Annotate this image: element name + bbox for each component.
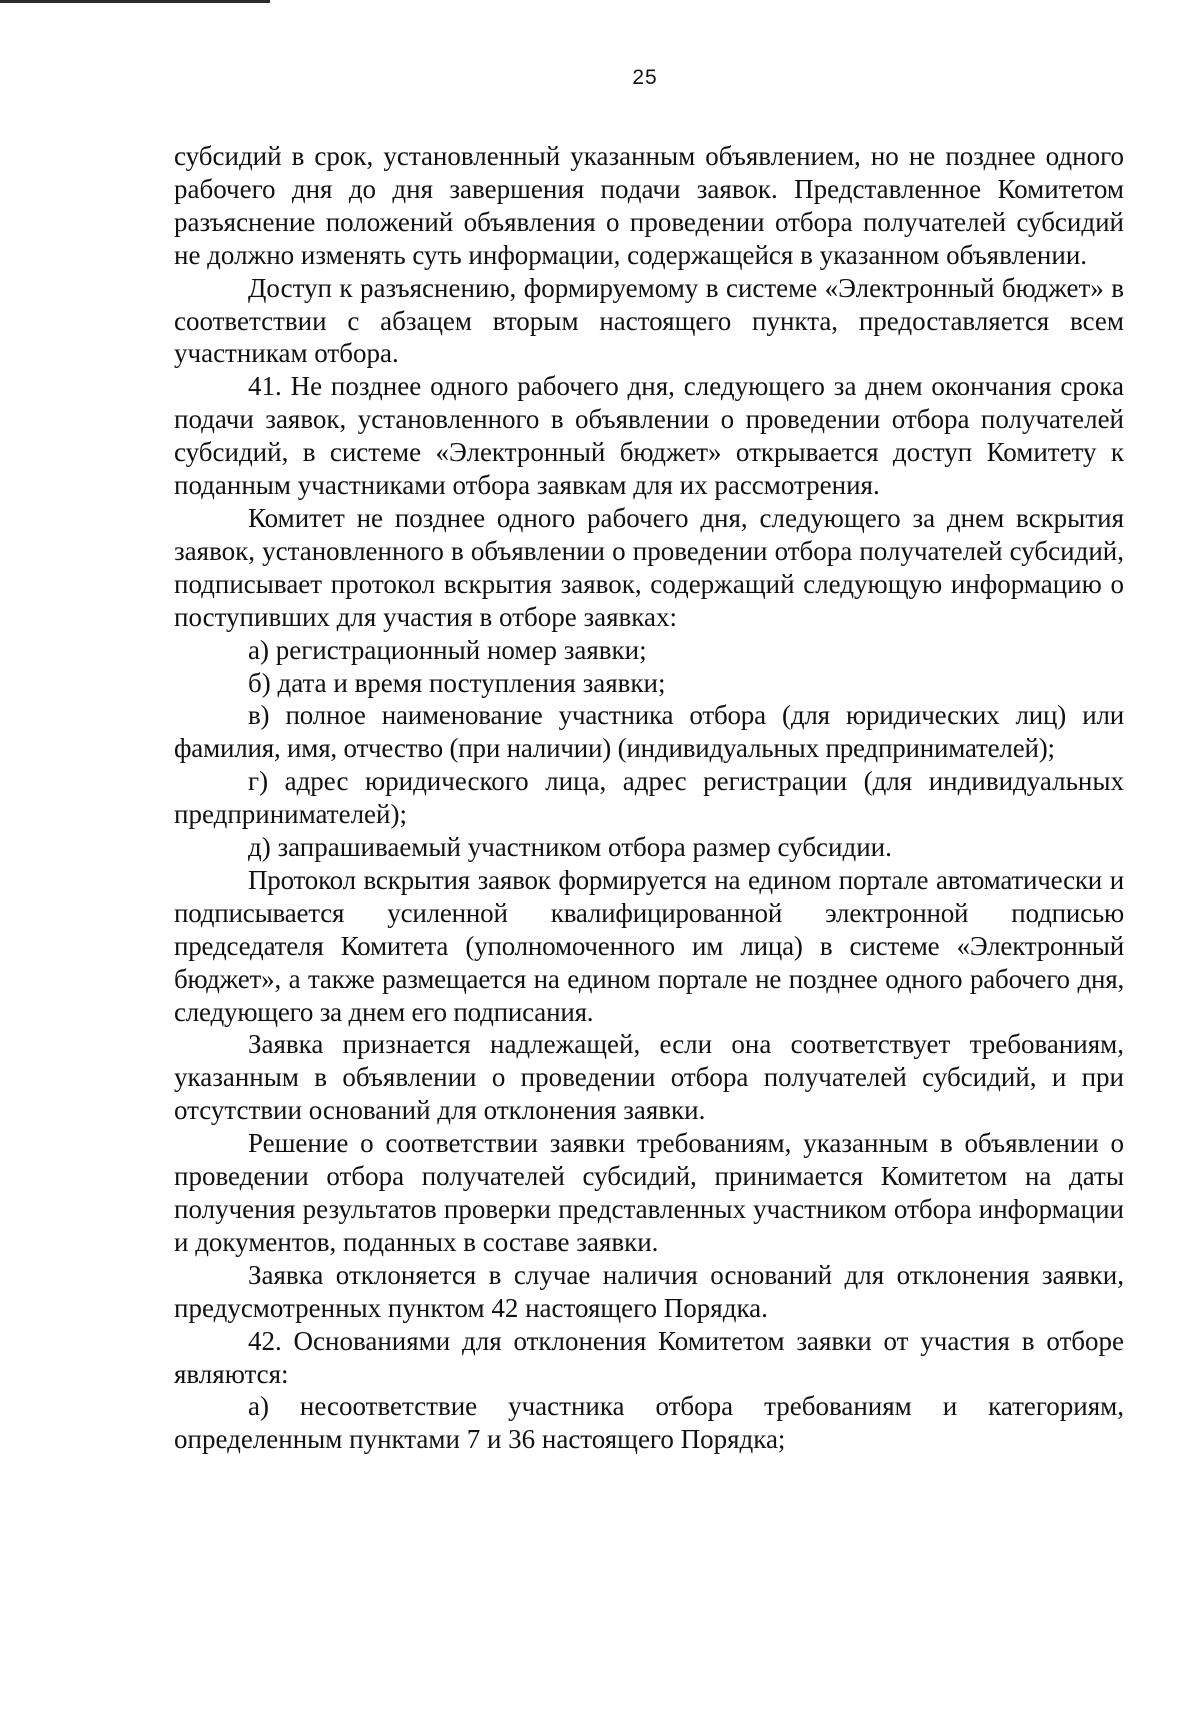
- list-item-b-date-time: б) дата и время поступления заявки;: [248, 667, 666, 698]
- paragraph-clarification-access: Доступ к разъяснению, формируемому в системе «Электронный бюджет» в соответствии с абзацем вторым настоящего пункта, предоставляется всем участникам отбора.: [174, 272, 1124, 369]
- list-item-d-subsidy-amount: д) запрашиваемый участником отбора размер субсидии.: [248, 832, 892, 863]
- document-body: [174, 140, 1124, 1456]
- paragraph-42: 42. Основаниями для отклонения Комитетом заявки от участия в отборе являются:: [174, 1325, 1124, 1389]
- list-item-a-registration-number: а) регистрационный номер заявки;: [248, 634, 647, 665]
- list-item-v-participant-name: в) полное наименование участника отбора (для юридических лиц) или фамилия, имя, отчество (при наличии) (индивидуальных предпринимателей);: [174, 700, 1124, 764]
- scan-edge-line: [0, 0, 270, 3]
- paragraph-continuation: субсидий в срок, установленный указанным объявлением, но не позднее одного рабочего дня до дня завершения подачи заявок. Представленное Комитетом разъяснение положений объявления о проведении отбора получателей субсидий не должно изменять суть информации, содержащейся в указанном объявлении.: [174, 141, 1124, 270]
- paragraph-application-rejection: Заявка отклоняется в случае наличия оснований для отклонения заявки, предусмотренных пунктом 42 настоящего Порядка.: [174, 1259, 1124, 1323]
- paragraph-protocol-signing: Протокол вскрытия заявок формируется на едином портале автоматически и подписывается усиленной квалифицированной электронной подписью председателя Комитета (уполномоченного им лица) в системе «Электронный бюджет», а также размещается на едином портале не позднее одного рабочего дня, следующего за днем его подписания.: [174, 864, 1124, 1027]
- paragraph-41: 41. Не позднее одного рабочего дня, следующего за днем окончания срока подачи заявок, установленного в объявлении о проведении отбора получателей субсидий, в системе «Электронный бюджет» открывается доступ Комитету к поданным участниками отбора заявкам для их рассмотрения.: [174, 371, 1124, 501]
- page-number: 25: [632, 66, 658, 89]
- paragraph-compliance-decision: Решение о соответствии заявки требованиям, указанным в объявлении о проведении отбора получателей субсидий, принимается Комитетом на даты получения результатов проверки представленных участником отбора информации и документов, поданных в составе заявки.: [174, 1128, 1124, 1257]
- list-item-g-address: г) адрес юридического лица, адрес регистрации (для индивидуальных предпринимателей);: [174, 766, 1124, 830]
- paragraph-opening-protocol: Комитет не позднее одного рабочего дня, следующего за днем вскрытия заявок, установленного в объявлении о проведении отбора получателей субсидий, подписывает протокол вскрытия заявок, содержащий следующую информацию о поступивших для участия в отборе заявках:: [174, 502, 1124, 632]
- list-item-a-noncompliance: а) несоответствие участника отбора требованиям и категориям, определенным пунктами 7 и 36 настоящего Порядка;: [174, 1391, 1124, 1455]
- paragraph-application-proper: Заявка признается надлежащей, если она соответствует требованиям, указанным в объявлении о проведении отбора получателей субсидий, и при отсутствии оснований для отклонения заявки.: [174, 1029, 1124, 1126]
